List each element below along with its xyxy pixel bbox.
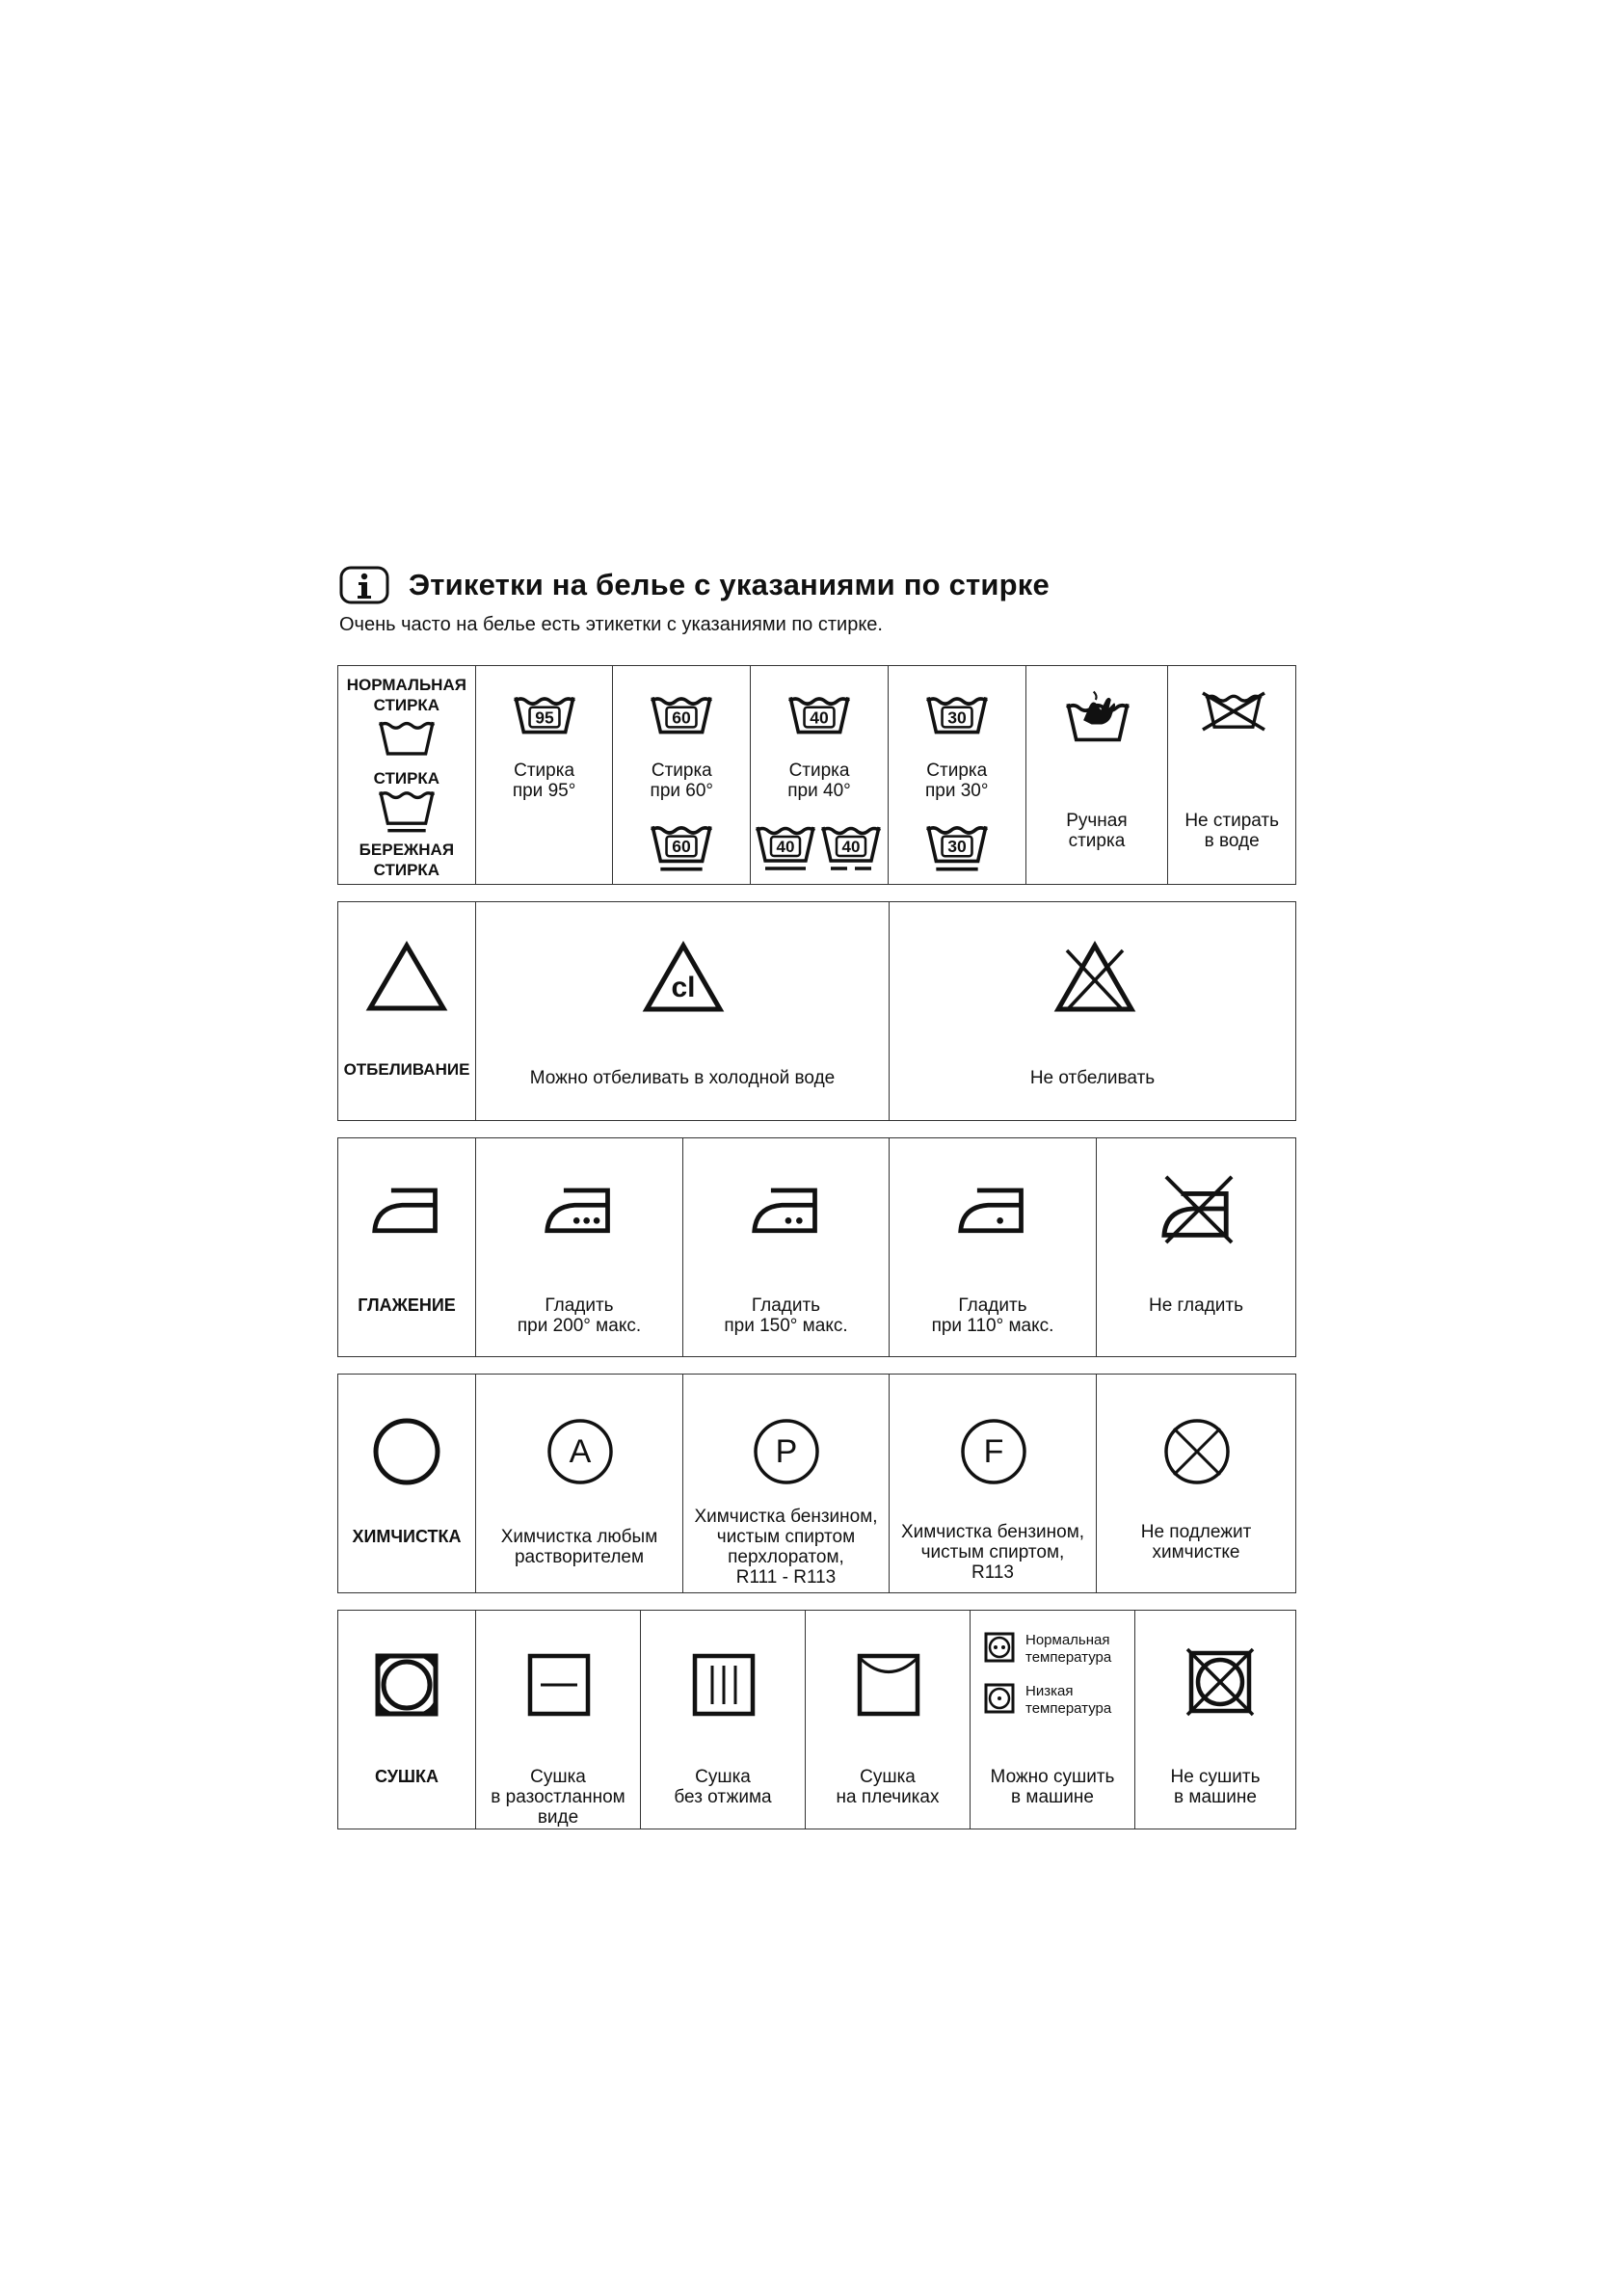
tumble-dry-low-label: Низкая температура bbox=[1025, 1683, 1112, 1717]
iron-200-label: Гладить при 200° макс. bbox=[517, 1295, 642, 1336]
category-ironing: ГЛАЖЕНИЕ bbox=[358, 1295, 456, 1315]
hand-wash-icon bbox=[1065, 689, 1131, 743]
ironing-table bbox=[337, 1137, 1296, 1357]
bleaching-table bbox=[337, 901, 1296, 1121]
do-not-wash-icon bbox=[1197, 689, 1270, 734]
line-dry-cell bbox=[805, 1611, 970, 1829]
no-iron-label: Не гладить bbox=[1148, 1295, 1244, 1316]
svg-text:40: 40 bbox=[776, 838, 795, 856]
category-bleaching: ОТБЕЛИВАНИЕ bbox=[343, 1060, 470, 1079]
wash-40-cell bbox=[750, 666, 888, 884]
line-dry-label: Сушка на плечиках bbox=[836, 1767, 940, 1807]
wash-95-cell bbox=[475, 666, 613, 884]
dry-clean-letter-a: A bbox=[569, 1433, 592, 1470]
tumble-dry-low-icon bbox=[984, 1683, 1015, 1714]
page-title: Этикетки на белье с указаниями по стирке bbox=[409, 568, 1050, 601]
category-normal-wash: НОРМАЛЬНАЯ СТИРКА bbox=[346, 676, 466, 714]
gentle-wash-30-icon bbox=[925, 824, 989, 872]
category-wash: СТИРКА bbox=[373, 769, 440, 788]
tumble-dry-ok-cell bbox=[970, 1611, 1134, 1829]
no-bleach-cell bbox=[889, 902, 1295, 1120]
drycleaning-category-cell bbox=[338, 1375, 475, 1592]
iron-110-label: Гладить при 110° макс. bbox=[931, 1295, 1054, 1336]
wash-40-label: Стирка при 40° bbox=[787, 761, 851, 801]
drip-dry-label: Сушка без отжима bbox=[674, 1767, 772, 1807]
category-drying: СУШКА bbox=[374, 1767, 439, 1786]
dryclean-a-cell bbox=[475, 1375, 682, 1592]
no-bleach-label: Не отбеливать bbox=[1029, 1068, 1156, 1088]
hand-wash-cell bbox=[1025, 666, 1168, 884]
svg-text:30: 30 bbox=[947, 707, 967, 728]
svg-text:95: 95 bbox=[534, 707, 554, 728]
dryclean-f-label: Химчистка бензином, чистым спиртом, R113 bbox=[900, 1522, 1085, 1583]
ironing-category-cell bbox=[338, 1138, 475, 1356]
no-tumble-dry-cell bbox=[1134, 1611, 1295, 1829]
wash-30-icon bbox=[925, 695, 989, 735]
line-dry-icon bbox=[857, 1653, 920, 1717]
wash-30-label: Стирка при 30° bbox=[924, 761, 989, 801]
no-wash-cell bbox=[1167, 666, 1295, 884]
dryclean-f-cell bbox=[889, 1375, 1096, 1592]
dryclean-p-label: Химчистка бензином, чистым спиртом перхлоратом, R111 - R113 bbox=[694, 1507, 878, 1588]
washing-table bbox=[337, 665, 1296, 885]
no-tumble-dry-label: Не сушить в машине bbox=[1170, 1767, 1261, 1807]
wash-60-icon bbox=[650, 695, 713, 735]
dry-flat-cell bbox=[475, 1611, 640, 1829]
bleaching-category-cell bbox=[338, 902, 475, 1120]
iron-150-label: Гладить при 150° макс. bbox=[724, 1295, 848, 1336]
no-dryclean-label: Не подлежит химчистке bbox=[1140, 1522, 1252, 1562]
drying-table bbox=[337, 1610, 1296, 1829]
chlorine-bleach-icon bbox=[642, 941, 725, 1014]
page-subtitle: Очень часто на белье есть этикетки с указаниями по стирке. bbox=[339, 614, 883, 635]
drip-dry-icon bbox=[692, 1653, 756, 1717]
iron-low-heat-icon bbox=[957, 1181, 1030, 1237]
tumble-dry-normal-label: Нормальная температура bbox=[1025, 1632, 1112, 1666]
dry-clean-letter-p: P bbox=[775, 1433, 798, 1470]
iron-150-cell bbox=[682, 1138, 889, 1356]
category-gentle-wash: БЕРЕЖНАЯ СТИРКА bbox=[359, 841, 455, 879]
gentle-wash-40-icon bbox=[755, 824, 816, 872]
dry-clean-circle-icon bbox=[372, 1417, 441, 1486]
iron-200-cell bbox=[475, 1138, 682, 1356]
svg-text:60: 60 bbox=[672, 837, 692, 857]
no-iron-cell bbox=[1096, 1138, 1295, 1356]
do-not-bleach-icon bbox=[1053, 941, 1136, 1014]
dryclean-a-label: Химчистка любым растворителем bbox=[500, 1527, 658, 1567]
do-not-tumble-dry-icon bbox=[1185, 1647, 1255, 1717]
bleach-cold-label: Можно отбеливать в холодной воде bbox=[529, 1068, 836, 1088]
washing-category-cell bbox=[338, 666, 475, 884]
gentle-wash-tub-icon bbox=[378, 789, 436, 834]
drip-dry-cell bbox=[640, 1611, 805, 1829]
svg-text:60: 60 bbox=[672, 707, 692, 728]
dry-clean-any-solvent-icon bbox=[545, 1417, 615, 1486]
cl-symbol: cl bbox=[671, 972, 696, 1003]
dryclean-p-cell bbox=[682, 1375, 889, 1592]
dry-clean-letter-f: F bbox=[983, 1433, 1004, 1470]
info-icon bbox=[339, 566, 389, 604]
dry-clean-f-icon bbox=[959, 1417, 1028, 1486]
do-not-iron-icon bbox=[1160, 1173, 1236, 1244]
svg-text:30: 30 bbox=[947, 837, 967, 857]
bleach-cold-cell bbox=[475, 902, 889, 1120]
tumble-dry-ok-label: Можно сушить в машине bbox=[990, 1767, 1115, 1807]
title-row bbox=[339, 564, 1050, 606]
wash-60-label: Стирка при 60° bbox=[650, 761, 714, 801]
do-not-dry-clean-icon bbox=[1162, 1417, 1232, 1486]
iron-medium-heat-icon bbox=[751, 1181, 824, 1237]
drying-category-cell bbox=[338, 1611, 475, 1829]
hand-wash-label: Ручная стирка bbox=[1066, 811, 1128, 851]
svg-text:40: 40 bbox=[810, 707, 829, 728]
dry-flat-icon bbox=[527, 1653, 591, 1717]
dry-flat-label: Сушка в разостланном виде bbox=[491, 1767, 625, 1828]
iron-110-cell bbox=[889, 1138, 1096, 1356]
category-drycleaning: ХИМЧИСТКА bbox=[352, 1527, 462, 1546]
dry-clean-p-icon bbox=[752, 1417, 821, 1486]
wash-95-label: Стирка при 95° bbox=[512, 761, 576, 801]
wash-tub-icon bbox=[378, 720, 436, 757]
gentle-wash-60-icon bbox=[650, 824, 713, 872]
no-wash-label: Не стирать в воде bbox=[1184, 811, 1280, 851]
wash-95-icon bbox=[513, 695, 576, 735]
tumble-dry-normal-icon bbox=[984, 1632, 1015, 1663]
bleach-triangle-icon bbox=[365, 941, 448, 1012]
wash-60-cell bbox=[612, 666, 750, 884]
drycleaning-table bbox=[337, 1374, 1296, 1593]
wash-40-icon bbox=[787, 695, 851, 735]
no-dryclean-cell bbox=[1096, 1375, 1295, 1592]
tumble-dry-icon bbox=[375, 1653, 439, 1717]
wash-30-cell bbox=[888, 666, 1025, 884]
iron-icon bbox=[371, 1181, 444, 1237]
extra-gentle-wash-40-icon bbox=[820, 824, 882, 872]
svg-text:40: 40 bbox=[841, 838, 861, 856]
iron-high-heat-icon bbox=[544, 1181, 617, 1237]
